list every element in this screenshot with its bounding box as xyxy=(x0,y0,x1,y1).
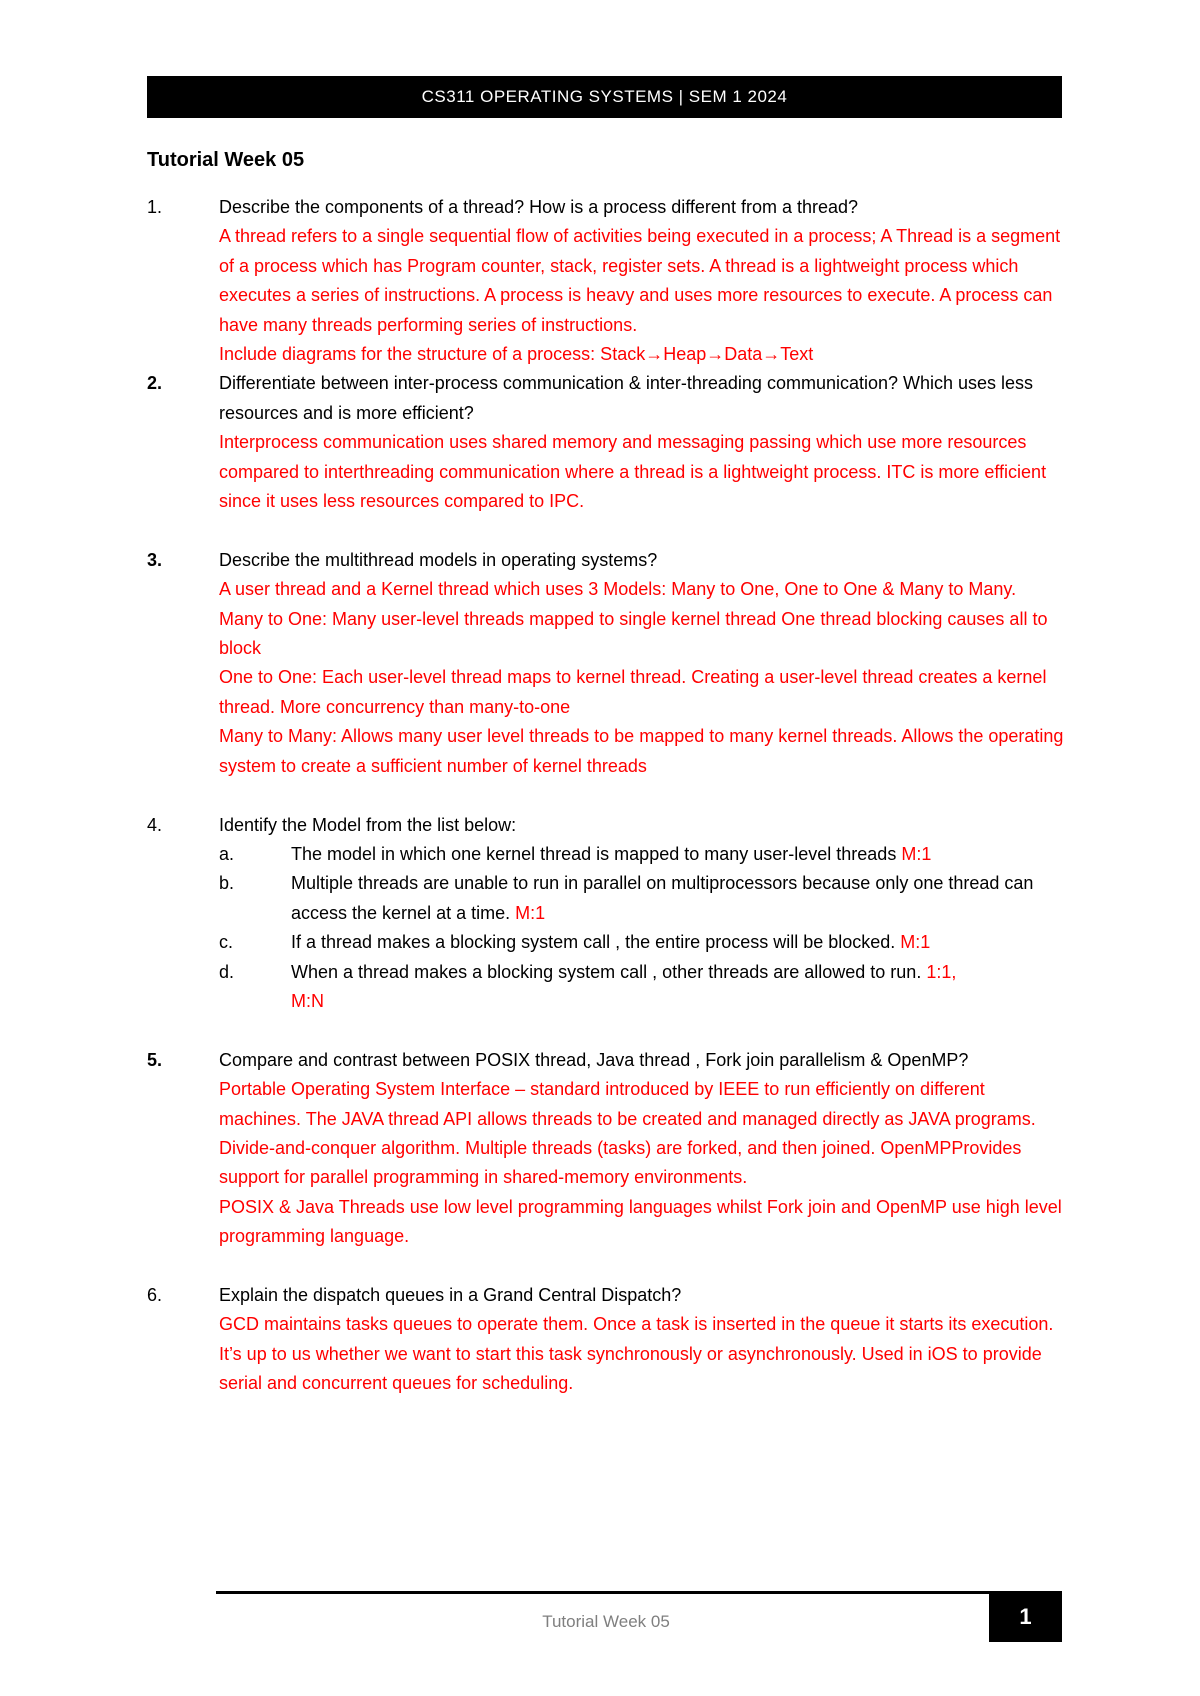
footer-divider xyxy=(216,1591,996,1594)
answer-text: A thread refers to a single sequential flow of activities being executed in a process; A Thread is a segment of a process which has Program counter, stack, register sets. A thread is a lightweight process which executes a series of instructions. A process is heavy and uses more resources to execute. A process can have many threads performing series of instructions. xyxy=(219,226,1061,335)
question-3 xyxy=(147,546,1067,781)
question-text: Differentiate between inter-process communication & inter-threading communication? Which uses less resources and is more efficient? xyxy=(219,373,1034,423)
item-letter: a. xyxy=(219,843,235,864)
item-answer-continued: M:N xyxy=(291,990,324,1011)
item-answer: 1:1, xyxy=(926,961,957,982)
question-list xyxy=(147,193,1067,1399)
question-text: Identify the Model from the list below: xyxy=(219,814,517,835)
item-answer: M:1 xyxy=(900,932,931,953)
item-letter: c. xyxy=(219,932,234,953)
footer-text: Tutorial Week 05 xyxy=(542,1612,670,1631)
answer-text: Many to One: Many user-level threads mapped to single kernel thread One thread blocking causes all to block xyxy=(219,608,1048,659)
question-text: Describe the components of a thread? How is a process different from a thread? xyxy=(219,197,859,217)
question-number: 2. xyxy=(147,373,163,394)
question-number: 3. xyxy=(147,549,163,570)
page-number-box xyxy=(989,1591,1062,1642)
question-number: 5. xyxy=(147,1049,163,1070)
answer-text: Interprocess communication uses shared memory and messaging passing which use more resources compared to interthreading communication where a thread is a lightweight process. ITC is more efficient since it uses less resources compared to IPC. xyxy=(219,432,1047,512)
question-number: 4. xyxy=(147,814,163,835)
question-number: 6. xyxy=(147,1284,163,1305)
item-text: If a thread makes a blocking system call , the entire process will be blocked. xyxy=(291,932,901,953)
list-item xyxy=(219,869,1067,928)
header-bar xyxy=(147,76,1062,118)
item-letter: d. xyxy=(219,961,235,982)
list-item xyxy=(219,958,1067,1017)
item-text: The model in which one kernel thread is mapped to many user-level threads xyxy=(291,843,902,864)
page-number: 1 xyxy=(1019,1603,1032,1629)
question-6 xyxy=(147,1281,1067,1399)
answer-text: A user thread and a Kernel thread which uses 3 Models: Many to One, One to One & Many to Many. xyxy=(219,579,1017,600)
item-answer: M:1 xyxy=(901,843,932,864)
answer-text: GCD maintains tasks queues to operate them. Once a task is inserted in the queue it starts its execution. It’s up to us whether we want to start this task synchronously or asynchronously. Used in iOS to provide serial and concurrent queues for scheduling. xyxy=(219,1314,1054,1394)
question-4 xyxy=(147,811,1067,1017)
page-title: Tutorial Week 05 xyxy=(147,149,305,171)
question-2 xyxy=(147,369,1067,516)
item-answer: M:1 xyxy=(515,902,546,923)
item-text: When a thread makes a blocking system call , other threads are allowed to run. xyxy=(291,961,927,982)
answer-text: Include diagrams for the structure of a process: Stack→Heap→Data→Text xyxy=(219,344,814,365)
answer-text: Many to Many: Allows many user level threads to be mapped to many kernel threads. Allows the operating system to create a sufficient number of kernel threads xyxy=(219,726,1064,776)
item-letter: b. xyxy=(219,873,235,894)
answer-text: One to One: Each user-level thread maps to kernel thread. Creating a user-level thread creates a kernel thread. More concurrency than many-to-one xyxy=(219,667,1047,717)
question-number: 1. xyxy=(147,197,163,217)
list-item xyxy=(219,928,1067,957)
item-text: Multiple threads are unable to run in parallel on multiprocessors because only one thread can access the kernel at a time. xyxy=(291,873,1034,923)
answer-text: POSIX & Java Threads use low level programming languages whilst Fork join and OpenMP use high level programming language. xyxy=(219,1196,1062,1247)
question-text: Compare and contrast between POSIX thread, Java thread , Fork join parallelism & OpenMP? xyxy=(219,1049,969,1070)
list-item xyxy=(219,840,1067,869)
question-5 xyxy=(147,1046,1067,1252)
answer-text: Portable Operating System Interface – standard introduced by IEEE to run efficiently on different machines. The JAVA thread API allows threads to be created and managed directly as JAVA programs. Divide-and-conquer algorithm. Multiple threads (tasks) are forked, and then joined. OpenMPProvides support for parallel programming in shared-memory environments. xyxy=(219,1079,1036,1188)
header-text: CS311 OPERATING SYSTEMS | SEM 1 2024 xyxy=(421,87,788,106)
question-text: Describe the multithread models in operating systems? xyxy=(219,549,658,570)
question-text: Explain the dispatch queues in a Grand Central Dispatch? xyxy=(219,1284,682,1305)
question-1 xyxy=(147,193,1067,369)
